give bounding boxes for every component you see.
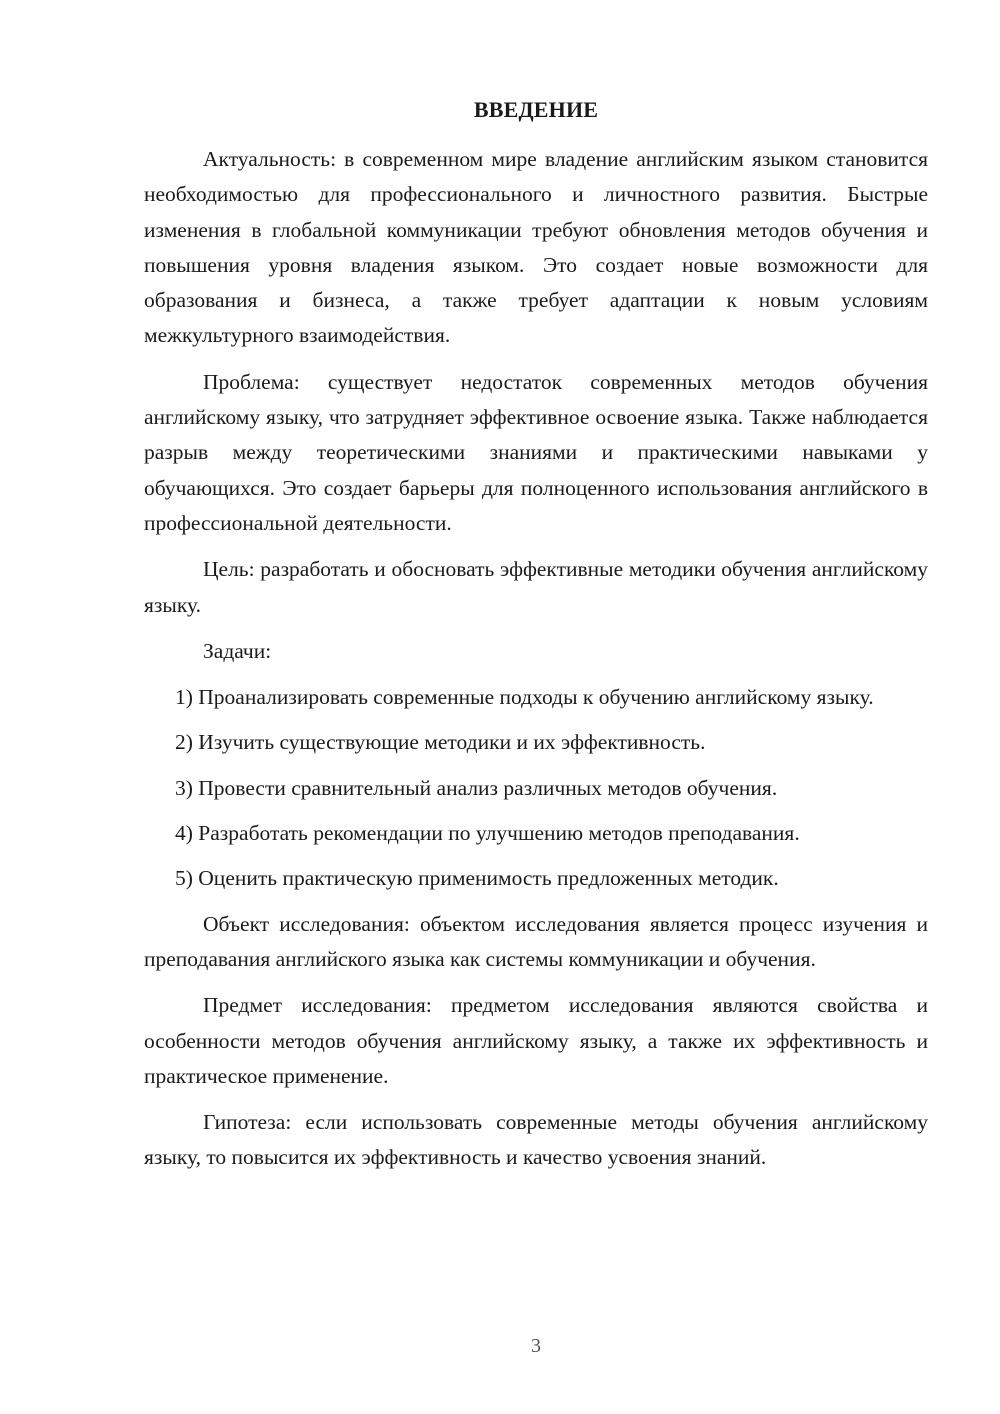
document-page xyxy=(144,0,928,1414)
page-title: ВВЕДЕНИЕ xyxy=(473,97,599,122)
paragraph-hypothesis: Гипотеза: если использовать современные методы обучения английскому языку, то повысится их эффективность и качество усвоения знаний. xyxy=(144,1110,928,1170)
task-item: 3) Провести сравнительный анализ различных методов обучения. xyxy=(175,775,778,800)
paragraph-object: Объект исследования: объектом исследования является процесс изучения и преподавания английского языка как системы коммуникации и обучения. xyxy=(144,911,928,971)
tasks-heading: Задачи: xyxy=(203,638,272,663)
task-item: 4) Разработать рекомендации по улучшению методов преподавания. xyxy=(175,821,800,846)
document-body xyxy=(144,142,928,1187)
paragraph-relevance: Актуальность: в современном мире владение английским языком становится необходимостью для профессионального и личностного развития. Быстрые изменения в глобальной коммуникации требуют обновления методов обучения и повышения уровня владения языком. Это создает новые возможности для образования и бизнеса, а также требует адаптации к новым условиям межкультурного взаимодействия. xyxy=(144,147,928,348)
task-item: 2) Изучить существующие методики и их эффективность. xyxy=(175,730,706,755)
paragraph-problem: Проблема: существует недостаток современных методов обучения английскому языку, что затрудняет эффективное освоение языка. Также наблюдается разрыв между теоретическими знаниями и практическими навыками у обучающихся. Это создает барьеры для полноценного использования английского в профессиональной деятельности. xyxy=(144,369,928,535)
paragraph-subject: Предмет исследования: предметом исследования являются свойства и особенности методов обучения английскому языку, а также их эффективность и практическое применение. xyxy=(144,993,928,1088)
page-number: 3 xyxy=(531,1335,541,1357)
task-item: 5) Оценить практическую применимость предложенных методик. xyxy=(175,866,779,891)
task-item: 1) Проанализировать современные подходы к обучению английскому языку. xyxy=(175,685,874,710)
paragraph-goal: Цель: разработать и обосновать эффективные методики обучения английскому языку. xyxy=(144,557,928,617)
